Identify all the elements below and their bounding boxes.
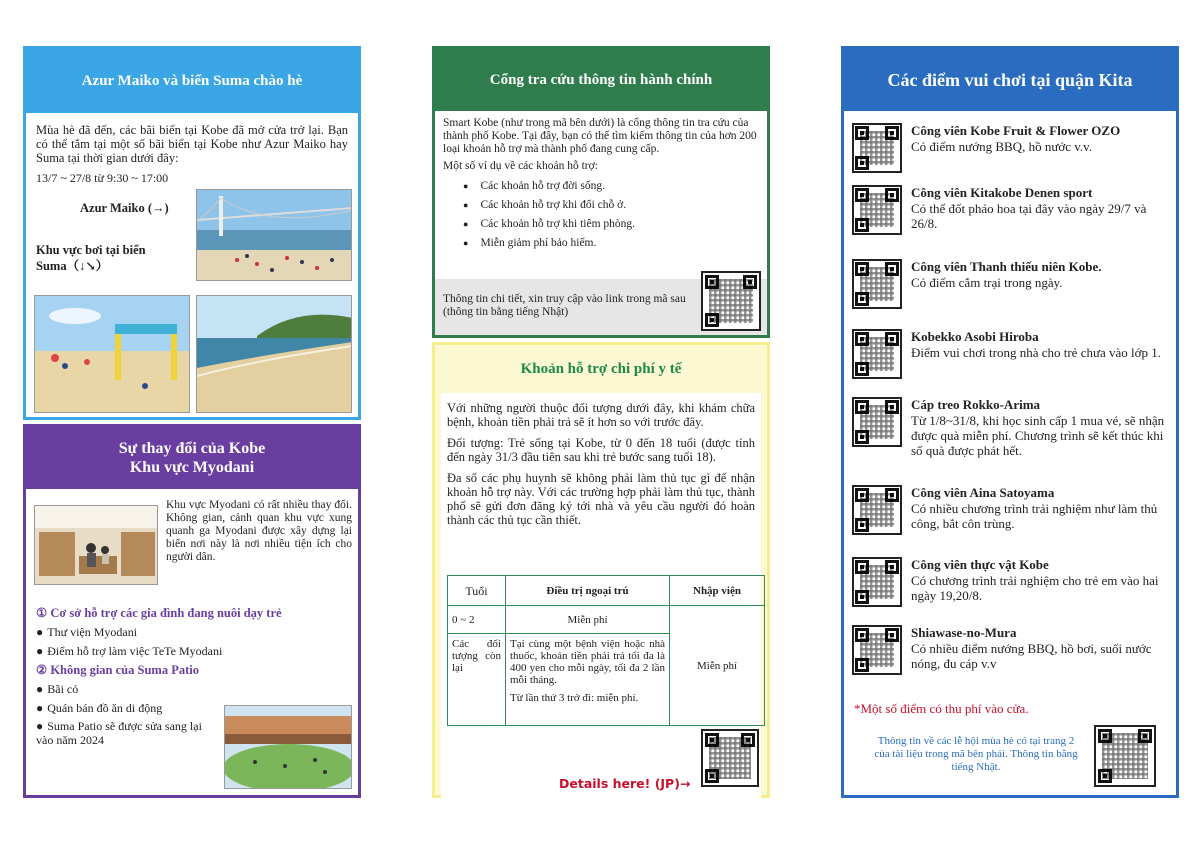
beach-dates: 13/7 ~ 27/8 từ 9:30 ~ 17:00 [36,171,169,185]
qr-code[interactable] [852,185,902,235]
qr-code[interactable] [852,625,902,675]
azur-maiko-photo [196,189,352,281]
list-item: ● Miễn giảm phí bảo hiểm. [463,234,767,253]
label-maiko: Azur Maiko (→) [80,201,169,215]
qr-code[interactable] [852,557,902,607]
qr-code[interactable] [852,259,902,309]
list-item: ● Các khoản hỗ trợ khi tiêm phòng. [463,215,767,234]
label-suma: Khu vực bơi tại biển Suma（↓↘） [36,243,146,273]
place-name: Công viên Kobe Fruit & Flower OZO [911,123,1121,138]
myodani-section-2: ② Không gian của Suma Patio [36,663,199,677]
list-item [852,485,1174,535]
portal-link-note: Thông tin chi tiết, xin truy cập vào link trong mã sau (thông tin bằng tiếng Nhật) [443,293,686,318]
table-cell: 0 ~ 2 [448,606,506,634]
kita-title: Các điểm vui chơi tại quận Kita [844,49,1176,111]
beach-title: Azur Maiko và biển Suma chào hè [26,49,358,113]
medical-paragraph: Đối tượng: Trẻ sống tại Kobe, từ 0 đến 18 tuổi (được tính đến ngày 31/3 đầu tiên sau khi trẻ bước sang tuổi 18). [447,436,755,464]
kita-list [844,111,1176,795]
medical-fee-table [447,575,765,726]
myodani-panel [23,424,361,798]
medical-paragraph: Đa số các phụ huynh sẽ không phải làm thủ tục gì để nhận khoản hỗ trợ này. Với các trường hợp phải làm thủ tục, thành phố sẽ gửi đơn đăng ký tới nhà và yêu cầu người đó hoàn thành các thủ tục cần thiết. [447,471,755,527]
portal-intro: Smart Kobe (như trong mã bên dưới) là cổng thông tin tra cứu của thành phố Kobe. Tại đây, bạn có thể tìm kiếm thông tin của hơn 200 loại khoản hỗ trợ mà thành phố đang cung cấp. [443,117,757,155]
table-header: Tuổi [448,576,506,606]
list-item [852,185,1174,235]
list-item [852,397,1174,458]
suma-patio-photo [224,705,352,789]
place-desc: Có thể đốt pháo hoa tại đây vào ngày 29/7 và 26/8. [911,201,1147,231]
medical-qr-code[interactable] [701,729,759,787]
smart-kobe-qr-code[interactable] [701,271,761,331]
place-name: Công viên Kitakobe Denen sport [911,185,1093,200]
festival-qr-code[interactable] [1094,725,1156,787]
qr-code[interactable] [852,485,902,535]
qr-code[interactable] [852,123,902,173]
place-desc: Điểm vui chơi trong nhà cho trẻ chưa vào lớp 1. [911,345,1162,360]
list-item [852,259,1174,309]
myodani-section-1: ① Cơ sở hỗ trợ các gia đình đang nuôi dạy trẻ [36,606,282,620]
list-item [852,123,1174,173]
place-desc: Có chương trình trải nghiệm cho trẻ em vào hai ngày 19,20/8. [911,573,1159,603]
details-link[interactable]: Details here! (JP)→ [559,776,691,791]
myodani-s2-item: ● Bãi cỏ [36,682,78,696]
portal-examples-list [435,177,767,253]
festival-note: Thông tin về các lễ hội mùa hè có tại trang 2 của tài liệu trong mã bên phải. Thông tin bằng tiếng Nhật. [874,735,1078,773]
medical-body [441,393,761,799]
list-item [852,329,1174,379]
myodani-s2-item: ● Suma Patio sẽ được sửa sang lại vào năm 2024 [36,719,216,747]
beach-panel [23,46,361,420]
table-cell [506,634,670,726]
place-desc: Từ 1/8~31/8, khi học sinh cấp 1 mua vé, sẽ nhận được quà miễn phí. Chương trình sẽ kết thúc khi số quà được phát hết. [911,413,1165,458]
place-desc: Có nhiều chương trình trải nghiệm như làm thủ công, bắt côn trùng. [911,501,1158,531]
fee-note: *Một số điểm có thu phí vào cửa. [854,701,1029,716]
table-cell: Miễn phí [506,606,670,634]
myodani-intro: Khu vực Myodani có rất nhiều thay đổi. Không gian, cảnh quan khu vực xung quanh ga Myodani được xây dựng lại biến nơi này là nơi nhiều tiện ích cho người dân. [166,499,352,563]
suma-beach-photo-1 [34,295,190,413]
myodani-s1-item: ● Thư viện Myodani [36,625,137,639]
place-name: Công viên Thanh thiếu niên Kobe. [911,259,1102,274]
medical-title: Khoản hỗ trợ chi phí y tế [520,360,682,377]
medical-paragraph: Với những người thuộc đối tượng dưới đây, khi khám chữa bệnh, khoản tiền phải trả sẽ ít hơn so với trước đây. [447,401,755,429]
place-name: Công viên thực vật Kobe [911,557,1049,572]
table-cell: Các đối tượng còn lại [448,634,506,726]
list-item [852,625,1174,675]
table-cell-text: Từ lần thứ 3 trở đi: miễn phí. [510,692,639,704]
place-desc: Có điểm nướng BBQ, hồ nước v.v. [911,139,1093,154]
qr-code[interactable] [852,329,902,379]
qr-code[interactable] [852,397,902,447]
place-name: Cáp treo Rokko-Arima [911,397,1041,412]
place-name: Công viên Aina Satoyama [911,485,1055,500]
myodani-library-photo [34,505,158,585]
beach-intro: Mùa hè đã đến, các bãi biển tại Kobe đã mở cửa trở lại. Bạn có thể tắm tại một số bãi biển tại Kobe như Azur Maiko hay Suma tại thời gian dưới đây: [36,123,348,165]
suma-beach-photo-2 [196,295,352,413]
table-header: Nhập viện [670,576,765,606]
list-item [852,557,1174,607]
portal-examples-label: Một số ví dụ về các khoản hỗ trợ: [443,160,598,172]
medical-panel [432,342,770,798]
place-name: Kobekko Asobi Hiroba [911,329,1039,344]
kita-panel [841,46,1179,798]
portal-panel [432,46,770,338]
list-item: ● Các khoản hỗ trợ khi đổi chỗ ở. [463,196,767,215]
myodani-title-line1: Sự thay đổi của Kobe [118,440,266,457]
portal-title: Cổng tra cứu thông tin hành chính [435,49,767,111]
myodani-title [26,427,358,489]
table-cell: Miễn phí [670,606,765,726]
table-cell-text: Tại cùng một bệnh viện hoặc nhà thuốc, khoản tiền phải trả tối đa là 400 yen cho mỗi ngày, tối đa 2 lần mỗi tháng. [510,638,665,686]
place-name: Shiawase-no-Mura [911,625,1017,640]
place-desc: Có điểm cắm trại trong ngày. [911,275,1063,290]
list-item: ● Các khoản hỗ trợ đời sống. [463,177,767,196]
myodani-s2-item: ● Quán bán đồ ăn di động [36,701,162,715]
myodani-title-line2: Khu vực Myodani [129,459,255,476]
myodani-s1-item: ● Điểm hỗ trợ làm việc TeTe Myodani [36,644,222,658]
table-header: Điều trị ngoại trú [506,576,670,606]
place-desc: Có nhiều điểm nướng BBQ, hồ bơi, suối nước nóng, đu cáp v.v [911,641,1152,671]
